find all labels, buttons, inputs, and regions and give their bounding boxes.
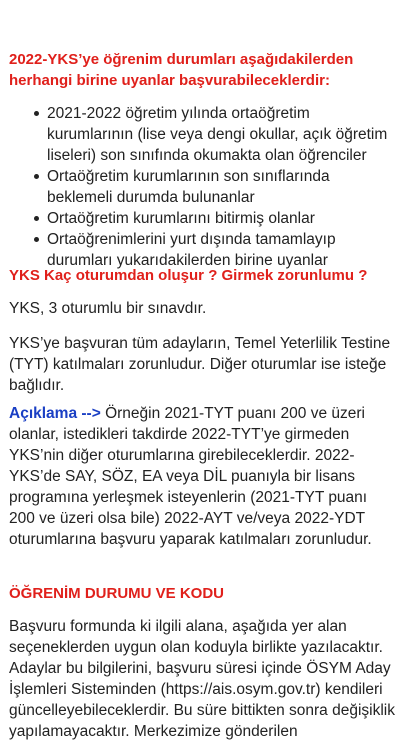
eligibility-item: Ortaöğretim kurumlarını bitirmiş olanlar [47, 208, 396, 229]
education-heading: ÖĞRENİM DURUMU VE KODU [9, 585, 225, 602]
eligibility-item: Ortaöğrenimlerini yurt dışında tamamlayıp durumları yukarıdakilerden birine uyanlar [47, 229, 396, 271]
eligibility-heading: 2022-YKS’ye öğrenim durumları aşağıdakilerden herhangi birine uyanlar başvurabileceklerdir: [9, 51, 354, 89]
tyt-paragraph: YKS’ye başvuran tüm adayların, Temel Yeterlilik Testine (TYT) katılmaları zorunludur. Diğer oturumlar ise isteğe bağlıdır. [9, 335, 391, 394]
sessions-answer: YKS, 3 oturumlu bir sınavdır. [9, 300, 207, 317]
explanation-paragraph [9, 403, 396, 550]
education-paragraph: Başvuru formunda ki ilgili alana, aşağıda yer alan seçeneklerden uygun olan koduyla birlikte yazılacaktır. Adaylar bu bilgilerini, başvuru süresi içinde ÖSYM Aday İşlemleri Sisteminden (https://ais.osym.gov.tr) kendileri güncelleyebileceklerdir. Bu süre bittikten sonra değişiklik yapılamayacaktır. Merkezimize gönderilen [9, 618, 395, 740]
eligibility-item: Ortaöğretim kurumlarının son sınıflarında beklemeli durumda bulunanlar [47, 166, 396, 208]
eligibility-item: 2021-2022 öğretim yılında ortaöğretim kurumlarının (lise veya dengi okullar, açık öğretim liseleri) son sınıfında okumakta olan öğrenciler [47, 103, 396, 166]
sessions-heading: YKS Kaç oturumdan oluşur ? Girmek zorunlumu ? [9, 267, 368, 284]
eligibility-list [9, 103, 396, 271]
explanation-label: Açıklama --> [9, 405, 101, 422]
explanation-text: Örneğin 2021-TYT puanı 200 ve üzeri olanlar, istedikleri takdirde 2022-TYT’ye girmeden YKS’nin diğer oturumlarına girebileceklerdir. 2022-YKS’de SAY, SÖZ, EA veya DİL puanıyla bir lisans programına yerleşmek isteyenlerin (2021-TYT puanı 200 ve üzeri olsa bile) 2022-AYT ve/veya 2022-YDT oturumlarına başvuru yaparak katılmaları zorunludur. [9, 405, 372, 548]
